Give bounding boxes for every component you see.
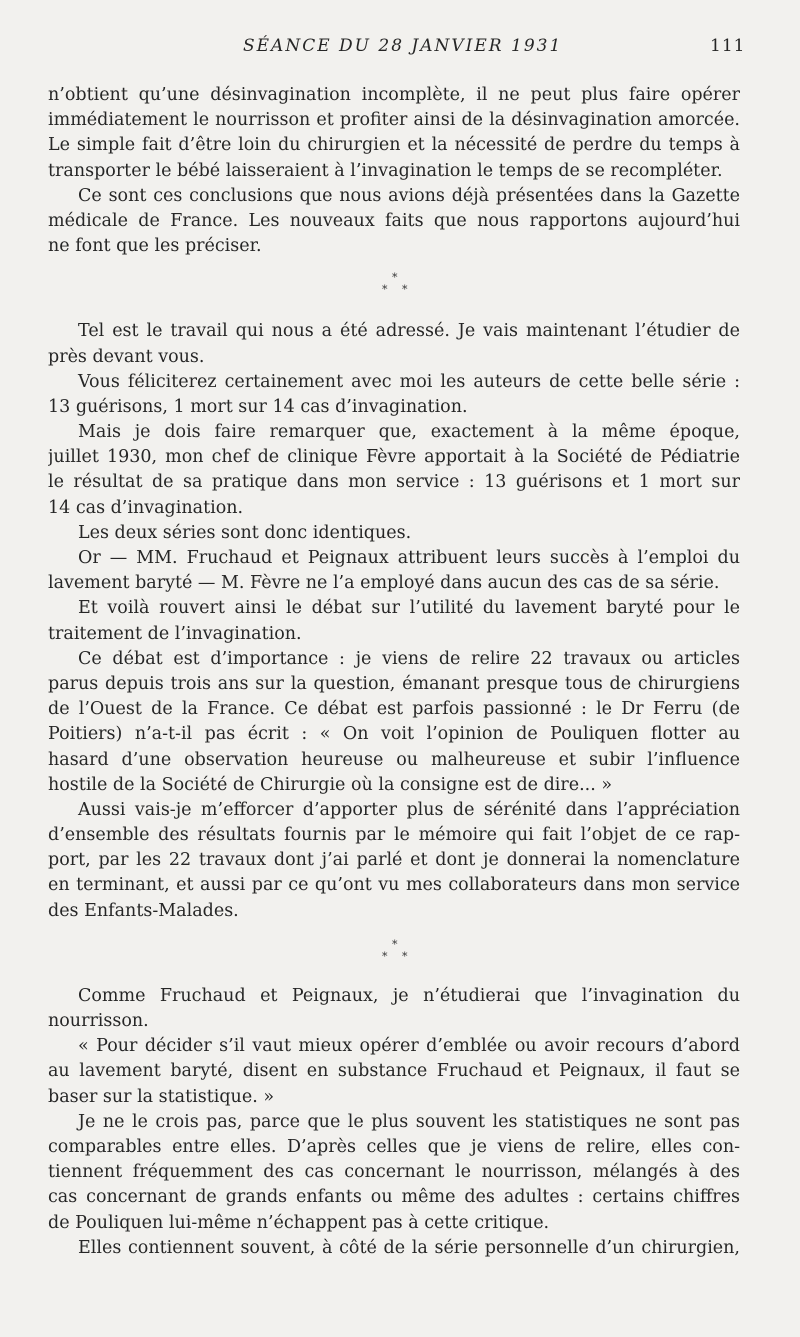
paragraph <box>48 420 740 521</box>
section-separator <box>48 924 740 984</box>
running-header <box>0 36 800 62</box>
text-line: parus depuis trois ans sur la question, émanant presque tous de chirurgiens <box>48 673 740 694</box>
text-line: juillet 1930, mon chef de clinique Fèvre apportait à la Société de Pédiatrie <box>48 447 740 468</box>
text-line: 13 guérisons, 1 mort sur 14 cas d’invagination. <box>48 396 468 417</box>
running-title: SÉANCE DU 28 JANVIER 1931 <box>243 36 563 56</box>
text-line: de Pouliquen lui-même n’échappent pas à cette critique. <box>48 1212 550 1233</box>
text-line: Aussi vais-je m’efforcer d’apporter plus de sérénité dans l’appréciation <box>78 799 740 820</box>
text-line: Ce sont ces conclusions que nous avions déjà présentées dans la Gazette <box>78 185 740 206</box>
paragraph <box>48 596 740 646</box>
text-line: 14 cas d’invagination. <box>48 497 244 518</box>
separator-star: * <box>402 949 408 963</box>
text-line: cas concernant de grands enfants ou même des adultes : certains chiffres <box>48 1187 740 1208</box>
paragraph <box>48 1110 740 1236</box>
separator-star: * <box>392 937 398 951</box>
text-line: Or — MM. Fruchaud et Peignaux attribuent leurs succès à l’emploi du <box>78 548 740 568</box>
paragraph <box>48 798 740 924</box>
paragraph <box>48 647 740 798</box>
separator-star: * <box>402 283 408 297</box>
text-line: « Pour décider s’il vaut mieux opérer d’emblée ou avoir recours d’abord <box>78 1036 740 1057</box>
text-line: médicale de France. Les nouveaux faits que nous rapportons aujourd’hui <box>48 210 740 231</box>
text-line: hostile de la Société de Chirurgie où la consigne est de dire... » <box>48 774 613 795</box>
text-line: en terminant, et aussi par ce qu’ont vu mes collaborateurs dans mon service <box>48 875 740 896</box>
text-line: des Enfants-Malades. <box>48 900 239 921</box>
text-line: Et voilà rouvert ainsi le débat sur l’utilité du lavement baryté pour le <box>78 598 740 619</box>
paragraph <box>48 521 740 546</box>
text-line: lavement baryté — M. Fèvre ne l’a employé dans aucun des cas de sa série. <box>48 573 720 594</box>
text-line: port, par les 22 travaux dont j’ai parlé et dont je donnerai la nomenclature <box>48 850 740 871</box>
paragraph <box>48 546 740 596</box>
paragraph <box>48 83 740 184</box>
text-line: traitement de l’invagination. <box>48 623 302 644</box>
paragraph <box>48 184 740 260</box>
text-line: Mais je dois faire remarquer que, exactement à la même époque, <box>78 422 740 443</box>
text-line: n’obtient qu’une désinvagination incomplète, il ne peut plus faire opérer <box>48 85 740 105</box>
text-line: Le simple fait d’être loin du chirurgien et la nécessité de perdre du temps à <box>48 135 740 156</box>
paragraph <box>48 1236 740 1261</box>
text-line: Elles contiennent souvent, à côté de la série personnelle d’un chirurgien, <box>78 1237 740 1258</box>
text-line: ne font que les préciser. <box>48 236 262 257</box>
text-line: transporter le bébé laisseraient à l’invagination le temps de se recompléter. <box>48 160 723 181</box>
paragraph <box>48 1034 740 1110</box>
text-line: de l’Ouest de la France. Ce débat est parfois passionné : le Dr Ferru (de <box>48 699 740 720</box>
text-line: tiennent fréquemment des cas concernant le nourrisson, mélangés à des <box>48 1162 740 1183</box>
text-line: Ce débat est d’importance : je viens de relire 22 travaux ou articles <box>78 648 740 669</box>
text-line: Comme Fruchaud et Peignaux, je n’étudierai que l’invagination du <box>78 985 740 1006</box>
text-line: d’ensemble des résultats fournis par le mémoire qui fait l’objet de ce rap- <box>48 825 740 846</box>
page-number: 111 <box>710 36 746 56</box>
text-line: comparables entre elles. D’après celles que je viens de relire, elles con- <box>48 1136 740 1157</box>
separator-star: * <box>382 283 388 297</box>
body-text <box>48 83 740 1261</box>
text-line: immédiatement le nourrisson et profiter ainsi de la désinvagination amorcée. <box>48 110 740 131</box>
paragraph <box>48 370 740 420</box>
text-line: hasard d’une observation heureuse ou malheureuse et subir l’influence <box>48 749 740 770</box>
text-line: nourrisson. <box>48 1011 149 1031</box>
text-line: Poitiers) n’a-t-il pas écrit : « On voit l’opinion de Pouliquen flotter au <box>48 724 740 745</box>
text-line: Vous féliciterez certainement avec moi les auteurs de cette belle série : <box>78 371 740 392</box>
text-line: Tel est le travail qui nous a été adressé. Je vais maintenant l’étudier de <box>78 321 740 342</box>
text-line: au lavement baryté, disent en substance Fruchaud et Peignaux, il faut se <box>48 1061 740 1082</box>
text-line: près devant vous. <box>48 346 205 367</box>
text-line: baser sur la statistique. » <box>48 1086 275 1107</box>
paragraph <box>48 984 740 1034</box>
text-line: Je ne le crois pas, parce que le plus souvent les statistiques ne sont pas <box>78 1111 740 1132</box>
paragraph <box>48 319 740 369</box>
text-line: le résultat de sa pratique dans mon service : 13 guérisons et 1 mort sur <box>48 472 740 493</box>
section-separator <box>48 259 740 319</box>
separator-star: * <box>382 949 388 963</box>
separator-star: * <box>392 271 398 285</box>
text-line: Les deux séries sont donc identiques. <box>78 522 412 543</box>
